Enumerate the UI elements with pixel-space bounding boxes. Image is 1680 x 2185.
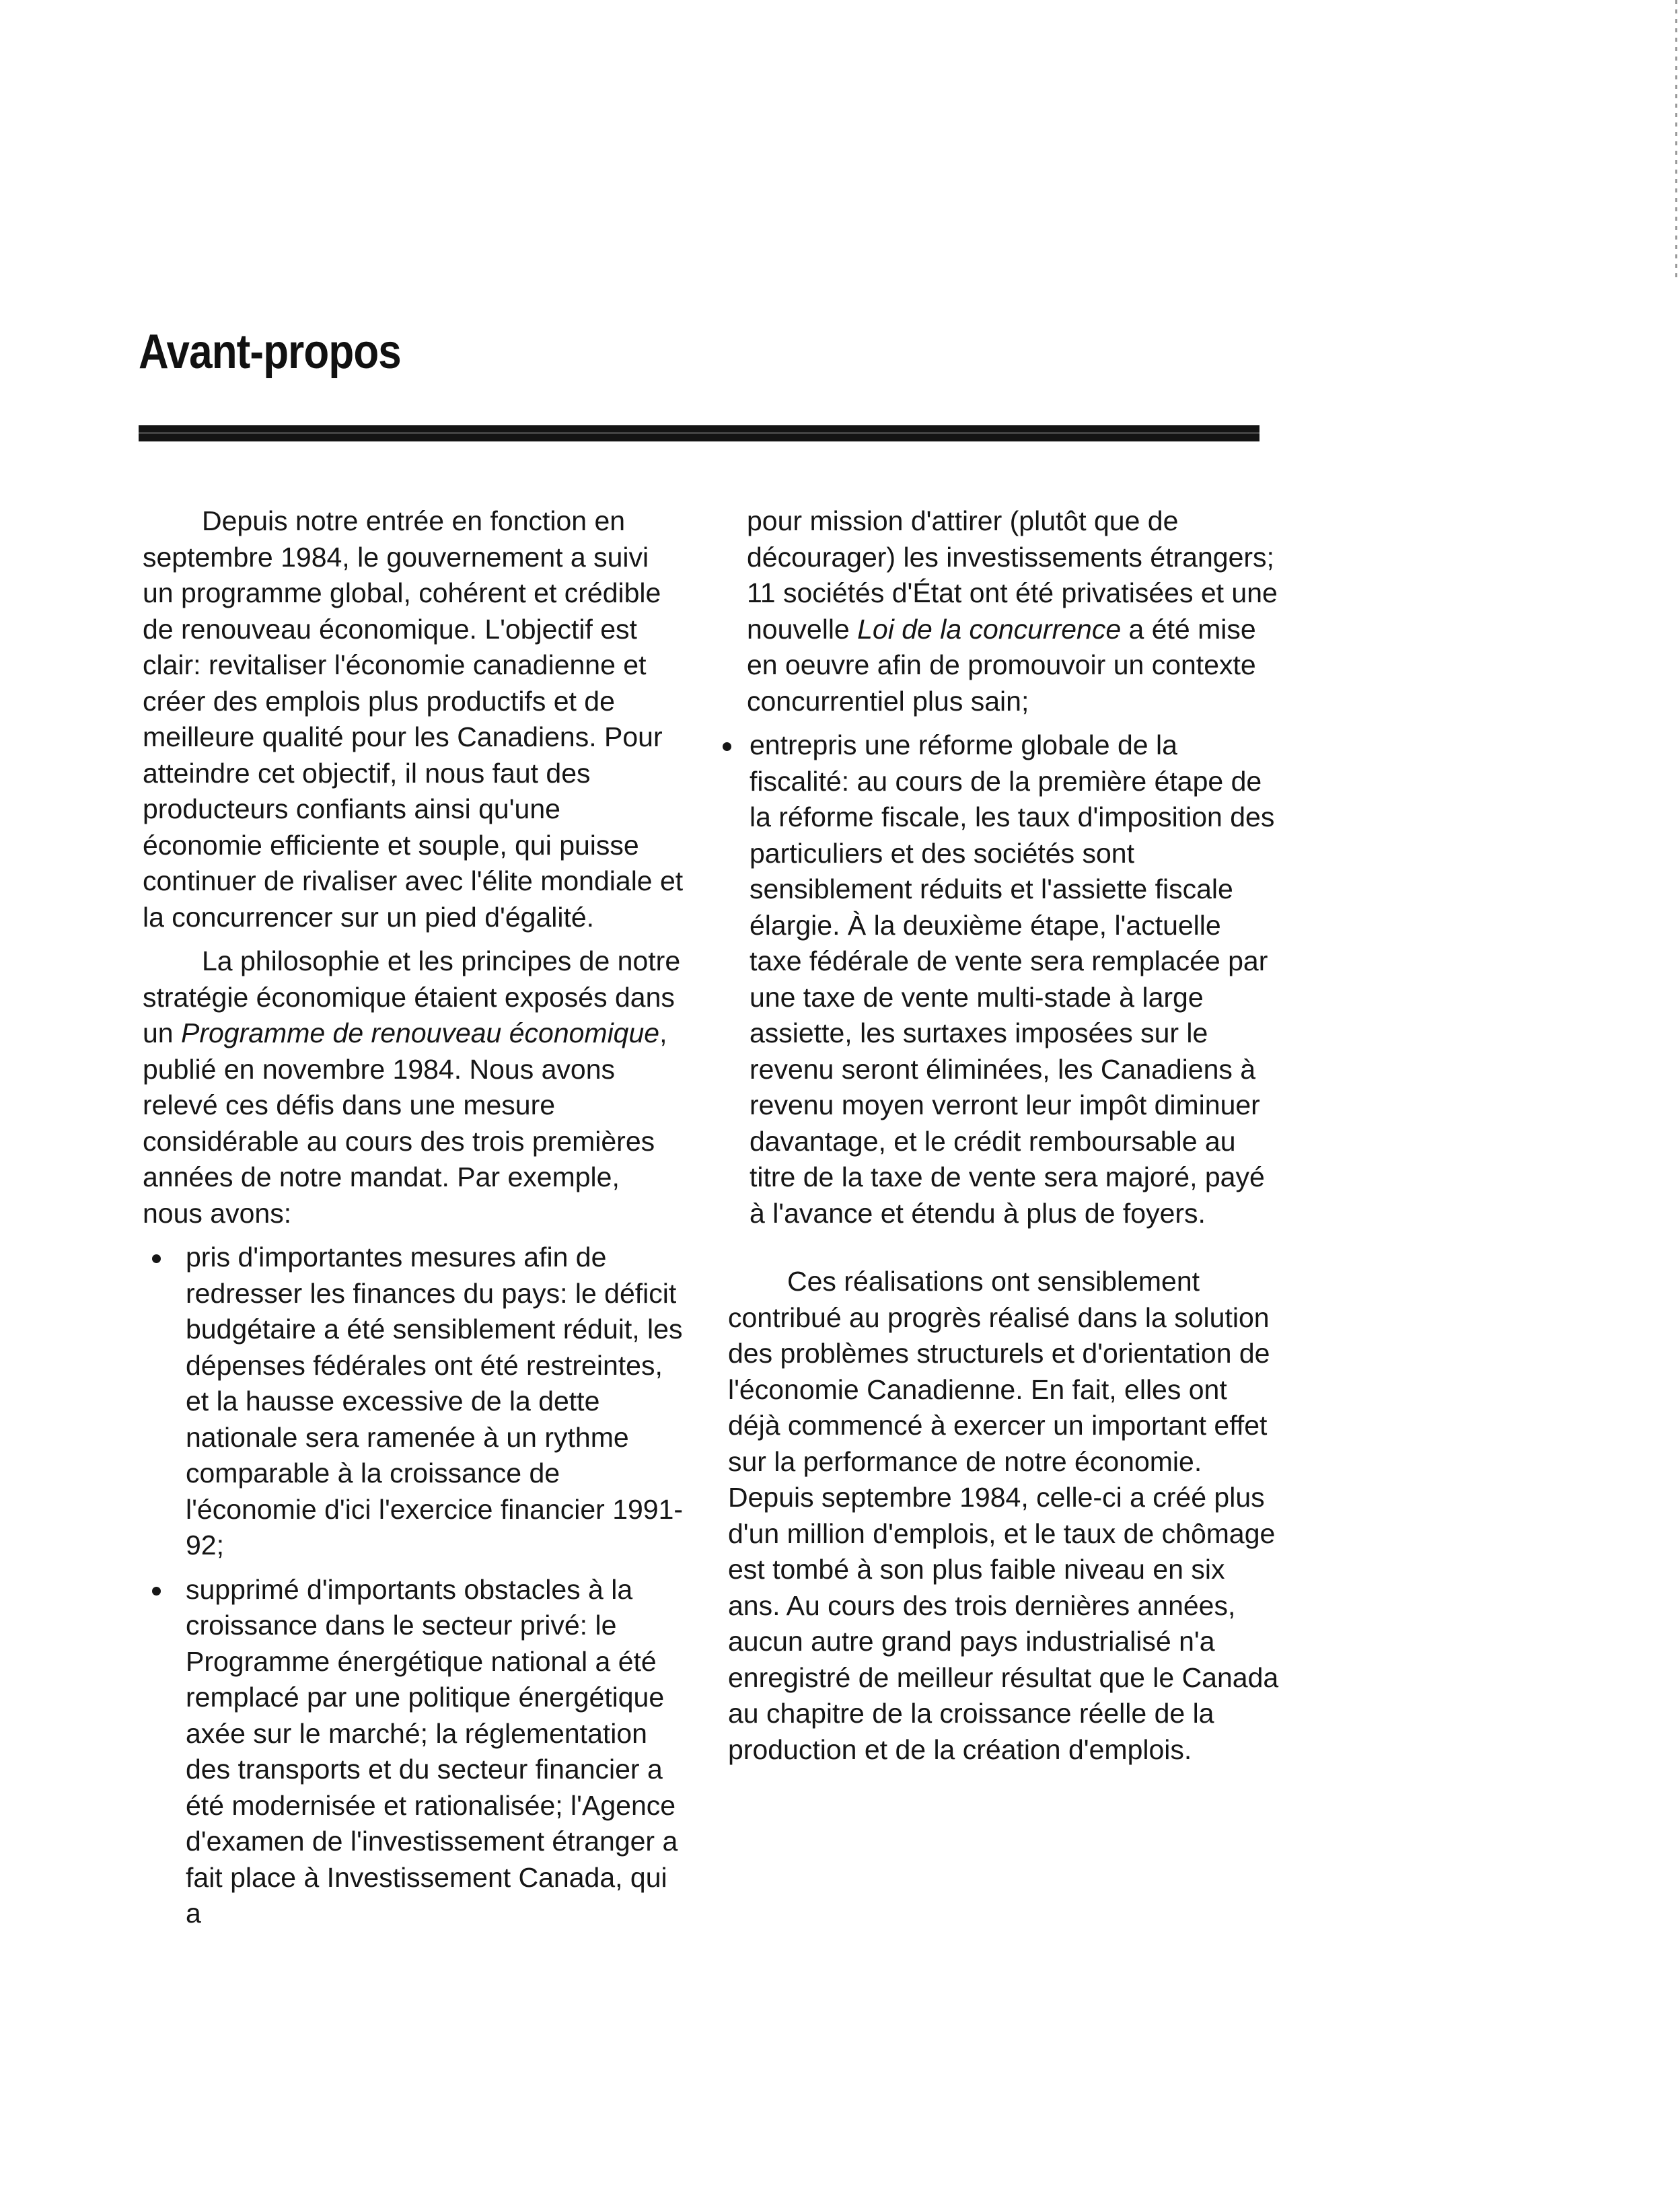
list-item-obstacles — [143, 1572, 686, 1932]
bullet-icon — [152, 1587, 161, 1596]
paragraph-results: Ces réalisations ont sensiblement contribué au progrès réalisé dans la solution des problèmes structurels et d'orientation de l'économie Canadienne. En fait, elles ont déjà commencé à exercer un important effet sur la performance de notre économie. Depuis septembre 1984, celle-ci a créé plus d'un million d'emplois, et le taux de chômage est tombé à son plus faible niveau en six ans. Au cours des trois dernières années, aucun autre grand pays industrialisé n'a enregistré de meilleur résultat que le Canada au chapitre de la croissance réelle de la production et de la création d'emplois. — [728, 1266, 1279, 1765]
program-title-italic: Programme de renouveau économique — [181, 1017, 660, 1048]
reform-list — [728, 727, 1280, 1231]
left-column — [143, 503, 686, 1940]
measures-list — [143, 1240, 686, 1932]
continuation-text-b: a été mise en oeuvre afin de promouvoir un contexte concurrentiel plus sain; — [747, 613, 1256, 717]
list-item-obstacles-text: supprimé d'importants obstacles à la croissance dans le secteur privé: le Programme énergétique national a été remplacé par une politique énergétique axée sur le marché; la réglementation des transports et du secteur financier a été modernisée et rationalisée; l'Agence d'examen de l'investissement étranger a fait place à Investissement Canada, qui a — [186, 1573, 678, 1929]
paragraph-strategy-text-a: La philosophie et les principes de notre stratégie économique étaient exposés dans un — [143, 945, 681, 1048]
paragraph-strategy-text-b: , publié en novembre 1984. Nous avons relevé ces défis dans une mesure considérable au cours des trois premières années de notre mandat. Par exemple, nous avons: — [143, 1017, 667, 1229]
bullet-icon — [723, 742, 731, 751]
page-title: Avant-propos — [139, 325, 401, 379]
continuation-text-a: pour mission d'attirer (plutôt que de décourager) les investissements étrangers; 11 sociétés d'État ont été privatisées et une nouvelle — [747, 505, 1278, 645]
list-item-tax-reform-text: entrepris une réforme globale de la fiscalité: au cours de la première étape de la réforme fiscale, les taux d'imposition des particuliers et des sociétés sont sensiblement réduits et l'assiette fiscale élargie. À la deuxième étape, l'actuelle taxe fédérale de vente sera remplacée par une taxe de vente multi-stade à large assiette, les surtaxes imposées sur le revenu seront éliminées, les Canadiens à revenu moyen verront leur impôt diminuer davantage, et le crédit remboursable au titre de la taxe de vente sera majoré, payé à l'avance et étendu à plus de foyers. — [750, 729, 1275, 1229]
paragraph-intro: Depuis notre entrée en fonction en septembre 1984, le gouvernement a suivi un programme global, cohérent et crédible de renouveau économique. L'objectif est clair: revitaliser l'économie canadienne et créer des emplois plus productifs et de meilleure qualité pour les Canadiens. Pour atteindre cet objectif, il nous faut des producteurs confiants ainsi qu'une économie efficiente et souple, qui puisse continuer de rivaliser avec l'élite mondiale et la concurrencer sur un pied d'égalité. — [143, 505, 684, 933]
bullet-icon — [152, 1254, 161, 1263]
list-item-finances — [143, 1240, 686, 1564]
paragraph-strategy — [143, 943, 686, 1231]
competition-act-italic: Loi de la concurrence — [857, 613, 1122, 645]
title-rule — [139, 425, 1259, 441]
paragraph-continuation — [728, 503, 1280, 719]
scan-edge-mark — [1675, 0, 1677, 283]
right-column — [728, 503, 1280, 1776]
list-item-tax-reform — [728, 727, 1280, 1231]
list-item-finances-text: pris d'importantes mesures afin de redresser les finances du pays: le déficit budgétaire a été sensiblement réduit, les dépenses fédérales ont été restreintes, et la hausse excessive de la dette nationale sera ramenée à un rythme comparable à la croissance de l'économie d'ici l'exercice financier 1991-92; — [186, 1242, 684, 1561]
